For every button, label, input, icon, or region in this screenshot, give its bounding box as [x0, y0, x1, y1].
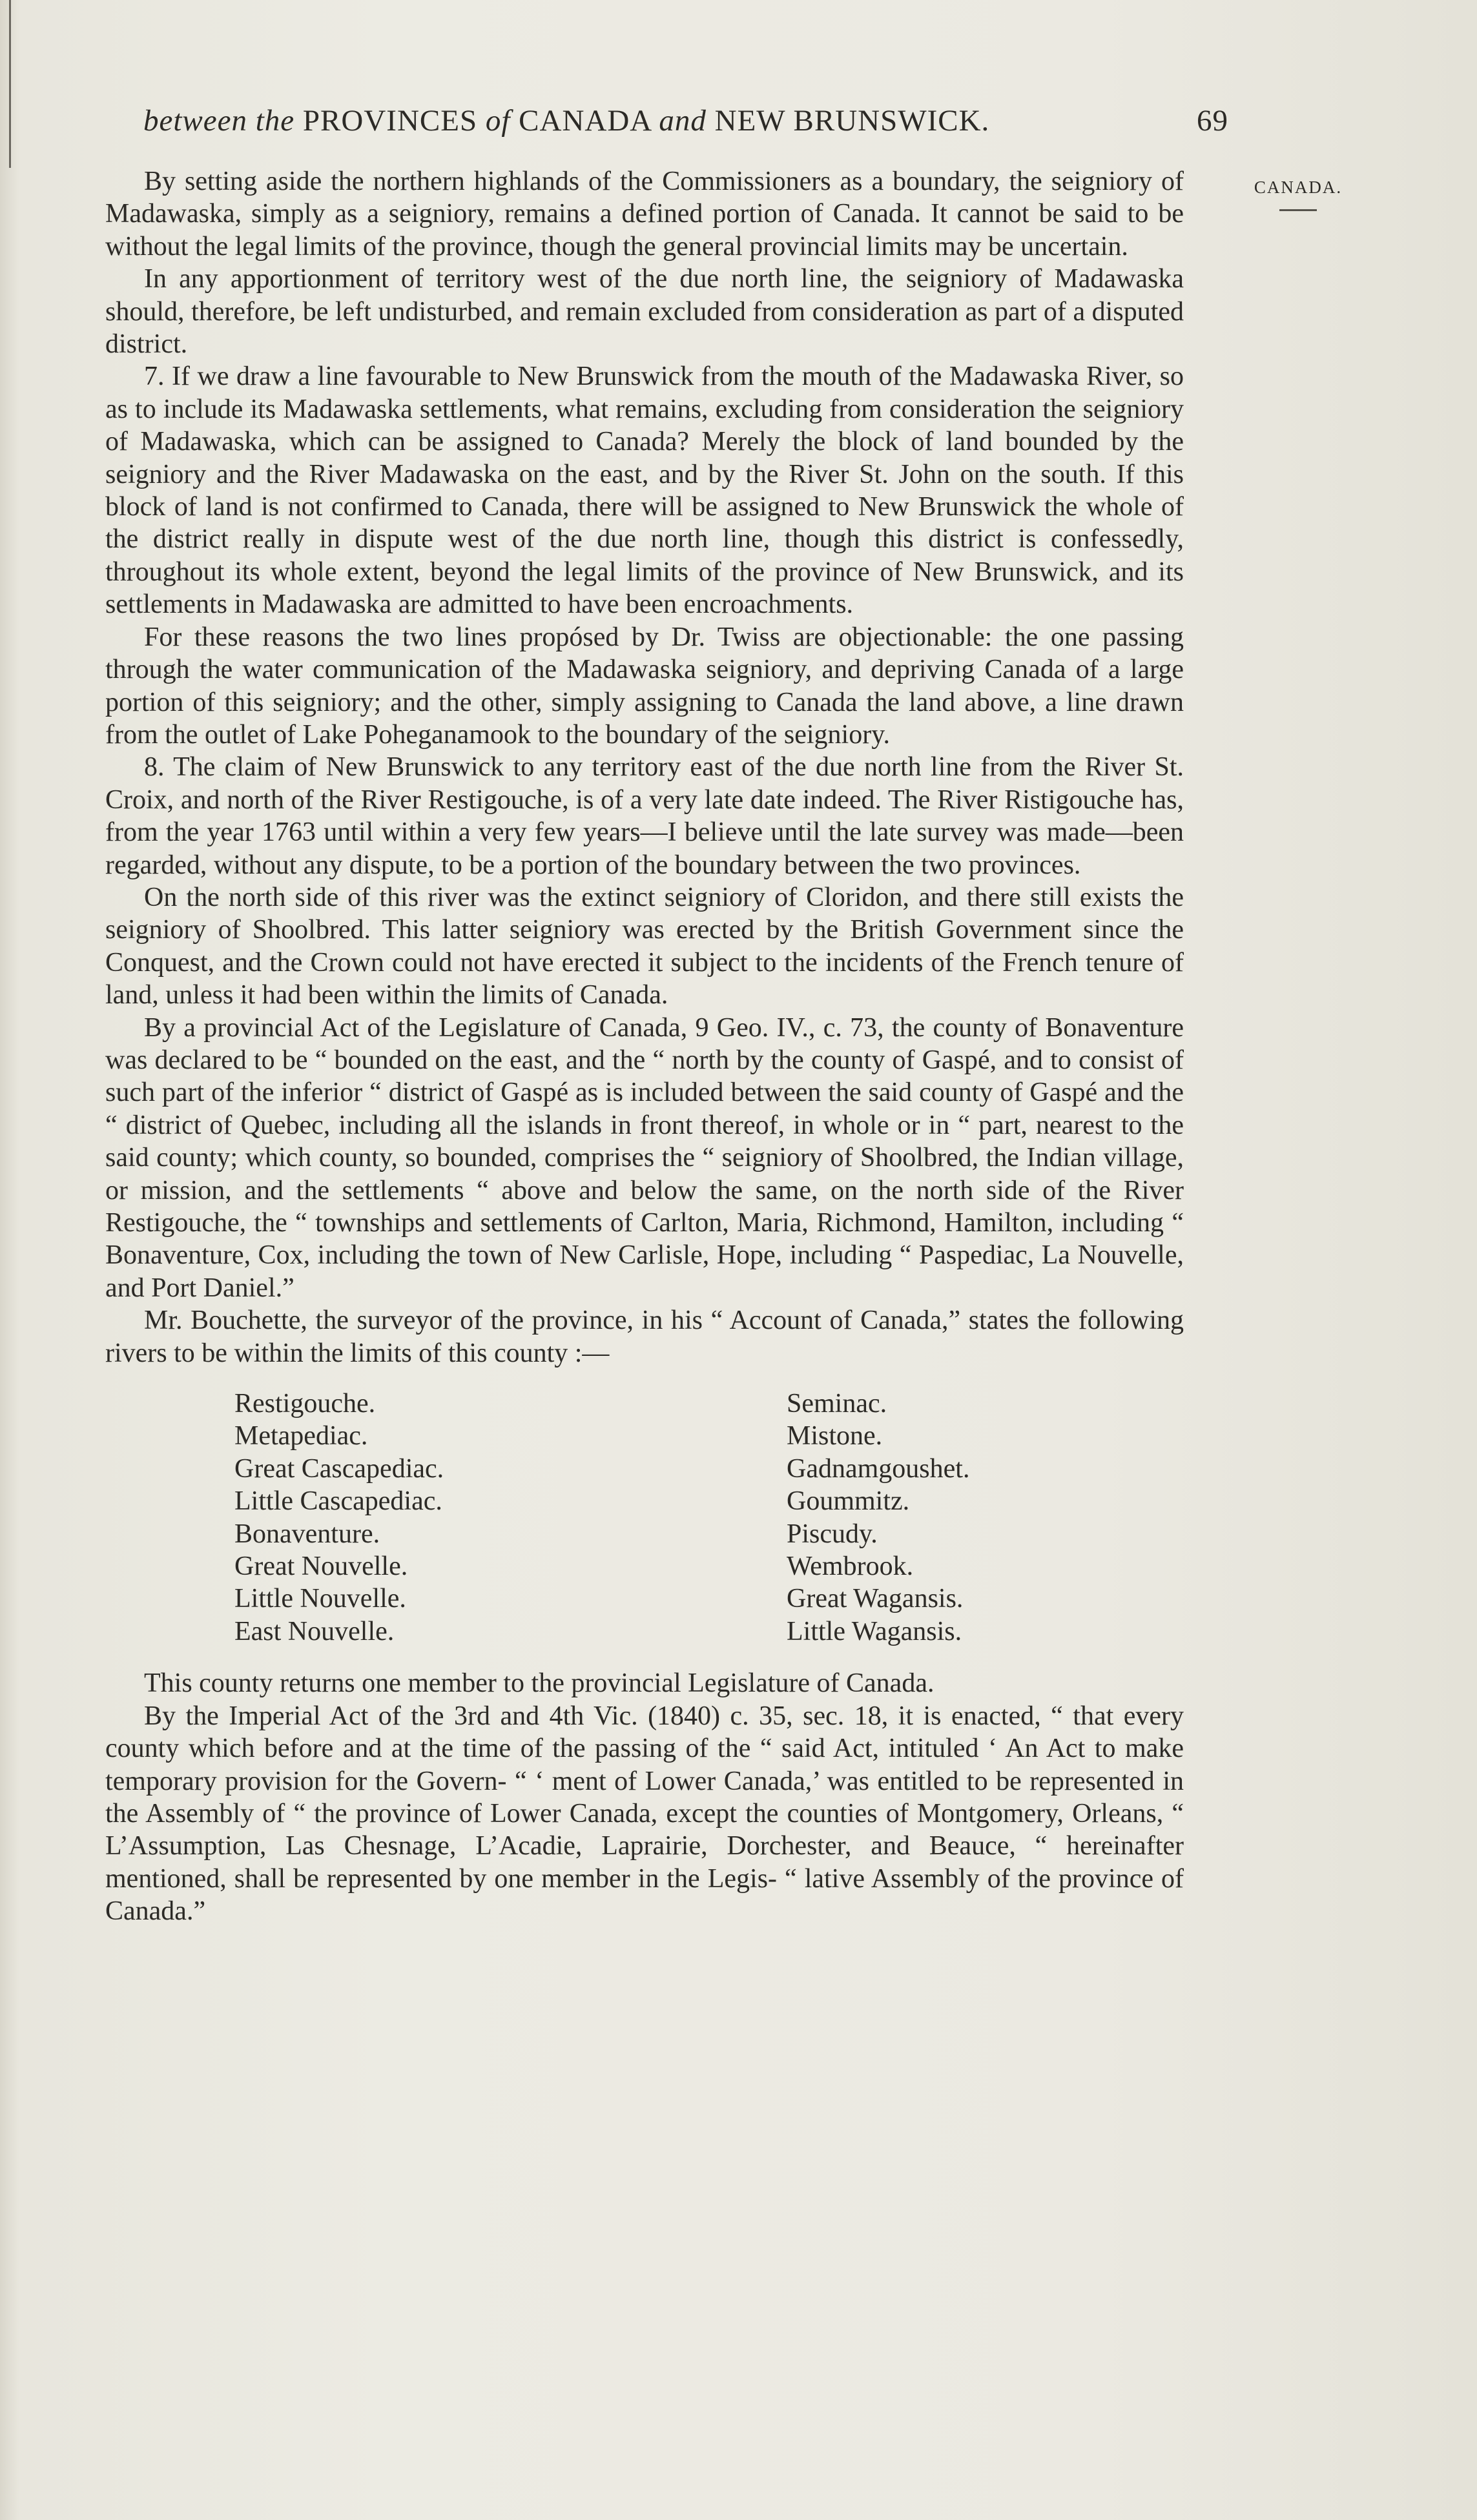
river-item: Mistone. [787, 1421, 883, 1451]
running-head-of: of [485, 104, 511, 138]
river-item: Great Wagansis. [787, 1584, 964, 1614]
body-text [105, 165, 1184, 1928]
river-item: Metapediac. [234, 1421, 368, 1451]
river-item: Little Nouvelle. [234, 1584, 406, 1614]
river-item: Goummitz. [787, 1486, 910, 1517]
river-item: Restigouche. [234, 1389, 376, 1419]
running-head-provinces: PROVINCES [302, 104, 478, 138]
paragraph: Mr. Bouchette, the surveyor of the province, in his “ Account of Canada,” states the following rivers to be within the limits of this county :— [105, 1306, 1184, 1368]
running-head [143, 103, 1228, 149]
margin-note [1243, 178, 1353, 211]
river-item: Seminac. [787, 1389, 887, 1419]
paragraph: On the north side of this river was the extinct seigniory of Cloridon, and there still exists the seigniory of Shoolbred. This latter seigniory was erected by the British Government since the Conquest, and the Crown could not have erected it subject to the incidents of the French tenure of land, unless it had been within the limits of Canada. [105, 882, 1184, 1010]
river-item: Little Cascapediac. [234, 1486, 442, 1517]
river-item: Gadnamgoushet. [787, 1453, 970, 1484]
rivers-list [234, 1388, 1074, 1648]
paragraph: In any apportionment of territory west of the due north line, the seigniory of Madawaska should, therefore, be left undisturbed, and remain excluded from consideration as part of a disputed district. [105, 264, 1184, 360]
running-head-new-brunswick: NEW BRUNSWICK. [714, 104, 990, 138]
margin-note-rule [1279, 209, 1317, 211]
paragraph: By a provincial Act of the Legislature of Canada, 9 Geo. IV., c. 73, the county of Bonaventure was declared to be “ bounded on the east, and the “ north by the county of Gaspé, and to consist of such part of the inferior “ district of Gaspé as is included between the said county of Gaspé and the “ district of Quebec, including all the islands in front thereof, in whole or in “ part, nearest to the said county; which county, so bounded, comprises the “ seigniory of Shoolbred, the Indian village, or mission, and the settlements “ above and below the same, on the north side of the River Restigouche, the “ townships and settlements of Carlton, Maria, Richmond, Hamilton, including “ Bonaventure, Cox, including the town of New Carlisle, Hope, including “ Paspediac, La Nouvelle, and Port Daniel.” [105, 1012, 1184, 1303]
river-item: Wembrook. [787, 1552, 914, 1582]
running-head-canada: CANADA [519, 104, 651, 138]
river-item: Great Cascapediac. [234, 1453, 444, 1484]
river-item: Little Wagansis. [787, 1616, 962, 1646]
page-number: 69 [1197, 104, 1228, 138]
paragraph: For these reasons the two lines propósed by Dr. Twiss are objectionable: the one passing through the water communication of the Madawaska seigniory, and depriving Canada of a large portion of this seigniory; and the other, simply assigning to Canada the land above, a line drawn from the outlet of Lake Poheganamook to the boundary of the seigniory. [105, 622, 1184, 750]
river-item: East Nouvelle. [234, 1616, 395, 1646]
paragraph: By the Imperial Act of the 3rd and 4th Vic. (1840) c. 35, sec. 18, it is enacted, “ that every county which before and at the time of the passing of the “ said Act, intituled ‘ An Act to make temporary provision for the Govern- “ ‘ ment of Lower Canada,’ was entitled to be represented in the Assembly of “ the province of Lower Canada, except the counties of Montgomery, Orleans, “ L’Assumption, Las Chesnage, L’Acadie, Laprairie, Dorchester, and Beauce, “ hereinafter mentioned, shall be represented by one member in the Legis- “ lative Assembly of the province of Canada.” [105, 1701, 1184, 1927]
paragraph: 8. The claim of New Brunswick to any territory east of the due north line from the River St. Croix, and north of the River Restigouche, is of a very late date indeed. The River Ristigouche has, from the year 1763 until within a very few years—I believe until the late survey was made—been regarded, without any dispute, to be a portion of the boundary between the two provinces. [105, 752, 1184, 880]
paragraph: This county returns one member to the provincial Legislature of Canada. [144, 1668, 935, 1699]
river-item: Bonaventure. [234, 1519, 380, 1549]
margin-note-label: CANADA. [1254, 178, 1343, 197]
paragraph: By setting aside the northern highlands of the Commissioners as a boundary, the seigniory of Madawaska, simply as a seigniory, remains a defined portion of Canada. It cannot be said to be without the legal limits of the province, though the general provincial limits may be uncertain. [105, 167, 1184, 261]
rivers-column-right [787, 1388, 1074, 1648]
running-head-and: and [659, 104, 707, 138]
rivers-column-left [234, 1388, 787, 1648]
binding-edge [9, 0, 11, 168]
river-item: Piscudy. [787, 1519, 878, 1549]
paragraph: 7. If we draw a line favourable to New Brunswick from the mouth of the Madawaska River, so as to include its Madawaska settlements, what remains, excluding from consideration the seigniory of Madawaska, which can be assigned to Canada? Merely the block of land bounded by the seigniory and the River Madawaska on the east, and by the River St. John on the south. If this block of land is not confirmed to Canada, there will be assigned to New Brunswick the whole of the district really in dispute west of the due north line, though this district is confessedly, throughout its whole extent, beyond the legal limits of the province of New Brunswick, and its settlements in Madawaska are admitted to have been encroachments. [105, 362, 1184, 620]
running-head-prefix: between the [143, 104, 295, 138]
river-item: Great Nouvelle. [234, 1552, 408, 1582]
